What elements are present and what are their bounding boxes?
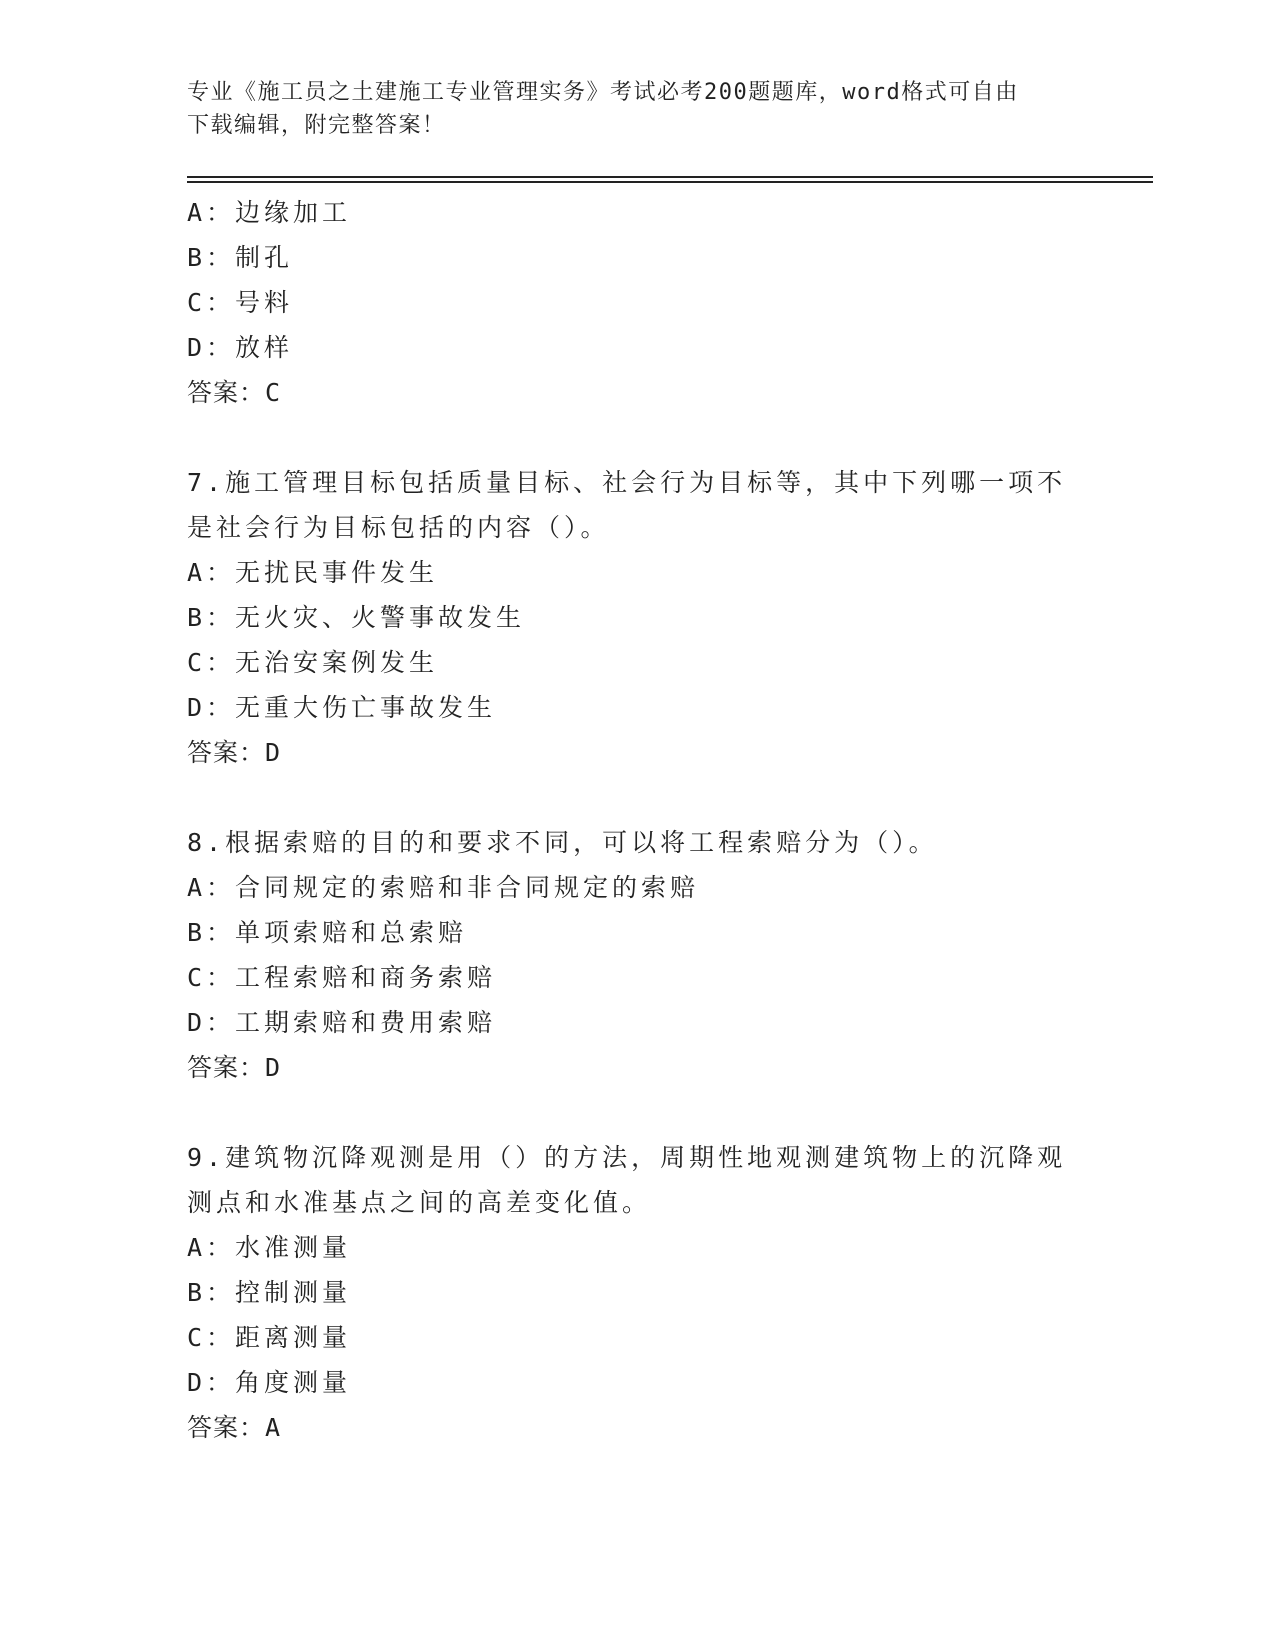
q9-option-c: C：距离测量 [187,1323,352,1352]
q6-option-d: D：放样 [187,333,294,362]
q8-answer: 答案：D [187,1053,282,1082]
q8-option-c: C：工程索赔和商务索赔 [187,963,497,992]
q7-answer: 答案：D [187,738,282,767]
q9-option-d: D：角度测量 [187,1368,352,1397]
q8-option-a: A：合同规定的索赔和非合同规定的索赔 [187,873,700,902]
q8-stem-line-1: 8.根据索赔的目的和要求不同，可以将工程索赔分为（）。 [187,828,938,857]
q6-option-a: A：边缘加工 [187,198,352,227]
q6-option-b: B：制孔 [187,243,294,272]
header-line-2: 下载编辑，附完整答案！ [187,113,446,138]
q9-stem-line-2: 测点和水准基点之间的高差变化值。 [187,1188,652,1217]
q9-option-a: A：水准测量 [187,1233,352,1262]
q7-option-c: C：无治安案例发生 [187,648,439,677]
q8-option-b: B：单项索赔和总索赔 [187,918,468,947]
q7-stem-line-2: 是社会行为目标包括的内容（）。 [187,513,610,542]
q9-answer: 答案：A [187,1413,282,1442]
header-rule-bottom [187,181,1153,183]
q8-option-d: D：工期索赔和费用索赔 [187,1008,497,1037]
q7-stem-line-1: 7.施工管理目标包括质量目标、社会行为目标等，其中下列哪一项不 [187,468,1067,497]
q9-stem-line-1: 9.建筑物沉降观测是用（）的方法，周期性地观测建筑物上的沉降观 [187,1143,1067,1172]
q9-option-b: B：控制测量 [187,1278,352,1307]
q7-option-b: B：无火灾、火警事故发生 [187,603,526,632]
q6-option-c: C：号料 [187,288,294,317]
q6-answer: 答案：C [187,378,282,407]
q7-option-a: A：无扰民事件发生 [187,558,439,587]
header-line-1: 专业《施工员之土建施工专业管理实务》考试必考200题题库，word格式可自由 [187,80,1019,105]
q7-option-d: D：无重大伤亡事故发生 [187,693,497,722]
header-rule-top [187,176,1153,178]
